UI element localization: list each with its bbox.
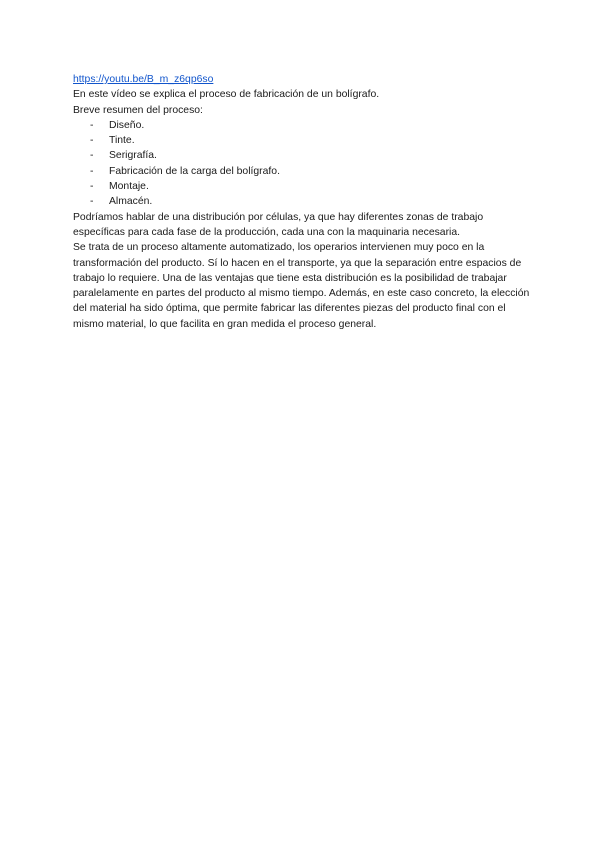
list-dash: - — [90, 135, 94, 147]
list-item — [73, 148, 533, 163]
list-item — [73, 133, 533, 148]
step-label: Fabricación de la carga del bolígrafo. — [109, 165, 280, 177]
list-dash: - — [90, 150, 94, 162]
video-link[interactable]: https://youtu.be/B_m_z6qp6so — [73, 74, 214, 85]
intro-text: En este vídeo se explica el proceso de fabricación de un bolígrafo. — [73, 89, 380, 101]
video-link-line — [73, 72, 533, 87]
list-dash: - — [90, 119, 94, 131]
step-label: Tinte. — [109, 135, 135, 147]
step-label: Diseño. — [109, 119, 145, 131]
list-item — [73, 164, 533, 179]
summary-heading: Breve resumen del proceso: — [73, 104, 203, 116]
list-item — [73, 118, 533, 133]
list-dash: - — [90, 196, 94, 208]
step-label: Almacén. — [109, 196, 153, 208]
paragraph-distribution: Podríamos hablar de una distribución por células, ya que hay diferentes zonas de trabajo específicas para cada fase de la producción, cada una con la maquinaria necesaria. — [73, 211, 484, 238]
document-body — [73, 72, 533, 332]
paragraph-automation: Se trata de un proceso altamente automatizado, los operarios intervienen muy poco en la transformación del producto. Sí lo hacen en el transporte, ya que la separación entre espacios de trabajo lo requiere. Una de las ventajas que tiene esta distribución es la posibilidad de trabajar paralelamente en partes del producto al mismo tiempo. Además, en este caso concreto, la elección del material ha sido óptima, que permite fabricar las diferentes piezas del producto final con el mismo material, lo que facilita en gran medida el proceso general. — [73, 242, 530, 330]
list-item — [73, 179, 533, 194]
list-dash: - — [90, 165, 94, 177]
process-steps-list — [73, 118, 533, 210]
list-dash: - — [90, 181, 94, 193]
list-item — [73, 194, 533, 209]
step-label: Montaje. — [109, 181, 149, 193]
step-label: Serigrafía. — [109, 150, 157, 162]
